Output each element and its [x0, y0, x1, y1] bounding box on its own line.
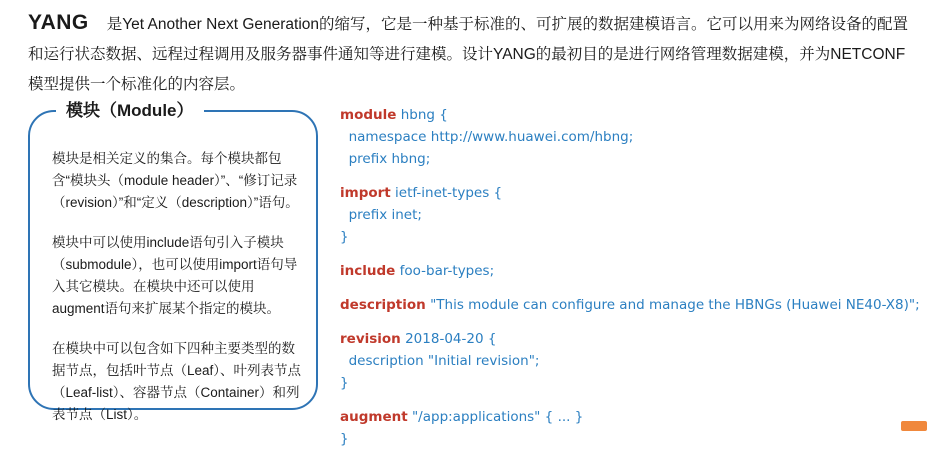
code-keyword: include [340, 263, 396, 279]
code-keyword: import [340, 185, 391, 201]
code-text: "/app:applications" { ... } [407, 409, 584, 425]
code-text: } [340, 431, 349, 447]
code-line [340, 182, 936, 204]
code-line [340, 372, 936, 394]
code-keyword: description [340, 297, 426, 313]
code-keyword: augment [340, 409, 408, 425]
module-callout-title: 模块（Module） [56, 100, 204, 122]
yang-code-listing [340, 104, 936, 450]
module-paragraph-1: 模块是相关定义的集合。每个模块都包含“模块头（module header）”、“修订记录（revision）”和“定义（description）”语句。 [52, 151, 299, 210]
code-text: foo-bar-types; [395, 263, 495, 279]
code-line [340, 148, 936, 170]
code-text: ietf-inet-types { [390, 185, 503, 201]
code-blank-line [340, 394, 936, 406]
code-text: 2018-04-20 { [400, 331, 497, 347]
code-line [340, 204, 936, 226]
code-line [340, 226, 936, 248]
code-line [340, 294, 936, 316]
module-paragraph-3: 在模块中可以包含如下四种主要类型的数据节点，包括叶节点（Leaf）、叶列表节点（Leaf-list）、容器节点（Container）和列表节点（List）。 [52, 341, 302, 422]
code-blank-line [340, 316, 936, 328]
intro-paragraph [28, 8, 920, 100]
code-line [340, 260, 936, 282]
code-text: "This module can configure and manage the HBNGs (Huawei NE40-X8)"; [425, 297, 920, 313]
code-text: prefix hbng; [340, 151, 431, 167]
code-keyword: revision [340, 331, 401, 347]
intro-text: 是Yet Another Next Generation的缩写，它是一种基于标准的、可扩展的数据建模语言。它可以用来为网络设备的配置和运行状态数据、远程过程调用及服务器事件通知等进行建模。设计YANG的最初目的是进行网络管理数据建模，并为NETCONF模型提供一个标准化的内容层。 [28, 16, 909, 93]
module-paragraph-2: 模块中可以使用include语句引入子模块（submodule），也可以使用import语句导入其它模块。在模块中还可以使用augment语句来扩展某个指定的模块。 [52, 235, 298, 316]
code-blank-line [340, 248, 936, 260]
code-line [340, 104, 936, 126]
code-line [340, 428, 936, 450]
code-text: } [340, 375, 349, 391]
code-blank-line [340, 282, 936, 294]
code-text: prefix inet; [340, 207, 422, 223]
code-line [340, 350, 936, 372]
intro-keyword: YANG [28, 11, 89, 34]
code-line [340, 126, 936, 148]
code-keyword: module [340, 107, 397, 123]
code-line [340, 406, 936, 428]
module-callout-body [52, 148, 302, 426]
code-line [340, 328, 936, 350]
code-blank-line [340, 170, 936, 182]
code-text: description "Initial revision"; [340, 353, 540, 369]
code-text: hbng { [396, 107, 448, 123]
code-text: namespace http://www.huawei.com/hbng; [340, 129, 634, 145]
corner-mark [901, 421, 927, 431]
code-text: } [340, 229, 349, 245]
